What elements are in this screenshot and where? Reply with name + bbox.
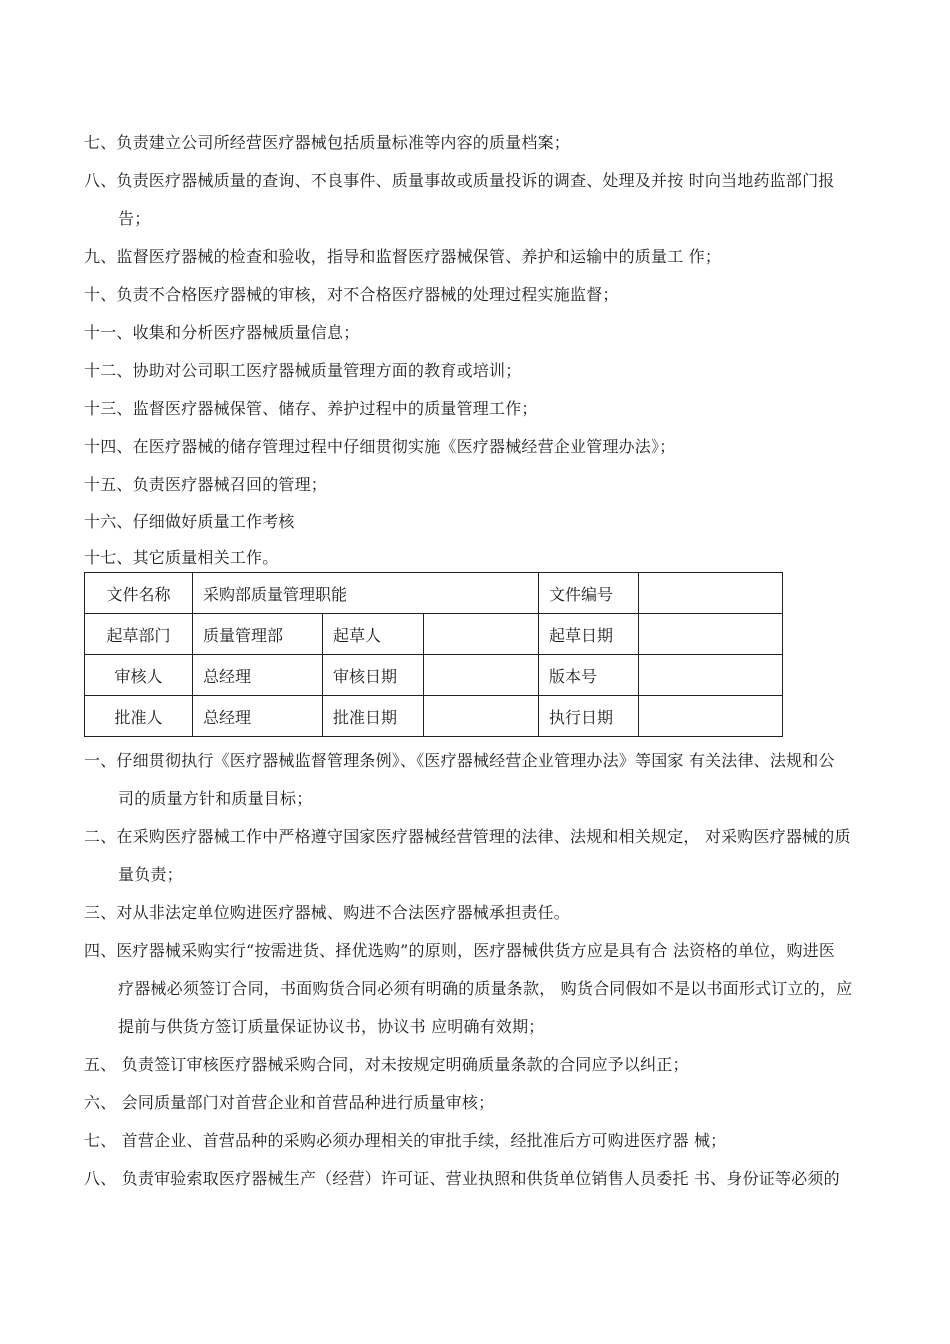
review-date-label: 审核日期: [323, 655, 424, 696]
duty-item-14: 十四、在医疗器械的储存管理过程中仔细贯彻实施《医疗器械经营企业管理办法》；: [84, 437, 676, 456]
duty-item-7: 七、负责建立公司所经营医疗器械包括质量标准等内容的质量档案；: [84, 133, 571, 152]
duty-item-12: 十二、协助对公司职工医疗器械质量管理方面的教育或培训；: [84, 361, 522, 380]
table-row: [85, 696, 783, 737]
duty-item-10: 十、负责不合格医疗器械的审核，对不合格医疗器械的处理过程实施监督；: [84, 285, 619, 304]
drafter-label: 起草人: [323, 614, 424, 655]
approver-value: 总经理: [193, 696, 323, 737]
purchase-item-2: 二、在采购医疗器械工作中严格遵守国家医疗器械经营管理的法律、法规和相关规定， 对采购医疗器械的质: [84, 827, 851, 846]
exec-date-value: [639, 696, 783, 737]
purchase-item-6: 六、 会同质量部门对首营企业和首营品种进行质量审核；: [84, 1093, 495, 1112]
duty-item-9: 九、监督医疗器械的检查和验收，指导和监督医疗器械保管、养护和运输中的质量工 作；: [84, 247, 722, 266]
duty-item-8-continued: 告；: [118, 209, 151, 228]
drafter-value: [424, 614, 539, 655]
table-row: [85, 614, 783, 655]
draft-date-value: [639, 614, 783, 655]
approver-label: 批准人: [85, 696, 193, 737]
table-row: [85, 655, 783, 696]
approve-date-label: 批准日期: [323, 696, 424, 737]
version-value: [639, 655, 783, 696]
purchase-item-3: 三、对从非法定单位购进医疗器械、购进不合法医疗器械承担责任。: [84, 903, 571, 922]
doc-number-value: [639, 573, 783, 614]
draft-date-label: 起草日期: [539, 614, 639, 655]
duty-item-13: 十三、监督医疗器械保管、储存、养护过程中的质量管理工作；: [84, 399, 538, 418]
doc-name-value: 采购部质量管理职能: [193, 573, 539, 614]
purchase-item-4-continued-2: 提前与供货方签订质量保证协议书，协议书 应明确有效期；: [118, 1017, 545, 1036]
draft-dept-value: 质量管理部: [193, 614, 323, 655]
purchase-item-4-continued: 疗器械必须签订合同，书面购货合同必须有明确的质量条款， 购货合同假如不是以书面形式订立的，应: [118, 979, 853, 998]
draft-dept-label: 起草部门: [85, 614, 193, 655]
duty-item-16: 十六、仔细做好质量工作考核: [84, 512, 295, 531]
duty-item-17: 十七、其它质量相关工作。: [84, 548, 279, 567]
purchase-item-4: 四、医疗器械采购实行“按需进货、择优选购”的原则，医疗器械供货方应是具有合 法资格的单位，购进医: [84, 941, 836, 960]
duty-item-15: 十五、负责医疗器械召回的管理；: [84, 475, 328, 494]
approve-date-value: [424, 696, 539, 737]
table-row: [85, 573, 783, 614]
duty-item-8: 八、负责医疗器械质量的查询、不良事件、质量事故或质量投诉的调查、处理及并按 时向当地药监部门报: [84, 171, 835, 190]
duty-item-11: 十一、收集和分析医疗器械质量信息；: [84, 323, 360, 342]
purchase-item-2-continued: 量负责；: [118, 865, 183, 884]
document-info-table: [84, 572, 783, 737]
doc-name-label: 文件名称: [85, 573, 193, 614]
purchase-item-5: 五、 负责签订审核医疗器械采购合同，对未按规定明确质量条款的合同应予以纠正；: [84, 1055, 689, 1074]
version-label: 版本号: [539, 655, 639, 696]
purchase-item-1: 一、仔细贯彻执行《医疗器械监督管理条例》、《医疗器械经营企业管理办法》等国家 有关法律、法规和公: [84, 751, 835, 770]
reviewer-label: 审核人: [85, 655, 193, 696]
purchase-item-8: 八、 负责审验索取医疗器械生产（经营）许可证、营业执照和供货单位销售人员委托 书、身份证等必须的: [84, 1169, 840, 1188]
purchase-item-7: 七、 首营企业、首营品种的采购必须办理相关的审批手续，经批准后方可购进医疗器 械；: [84, 1131, 727, 1150]
review-date-value: [424, 655, 539, 696]
exec-date-label: 执行日期: [539, 696, 639, 737]
purchase-item-1-continued: 司的质量方针和质量目标；: [118, 789, 313, 808]
reviewer-value: 总经理: [193, 655, 323, 696]
doc-number-label: 文件编号: [539, 573, 639, 614]
